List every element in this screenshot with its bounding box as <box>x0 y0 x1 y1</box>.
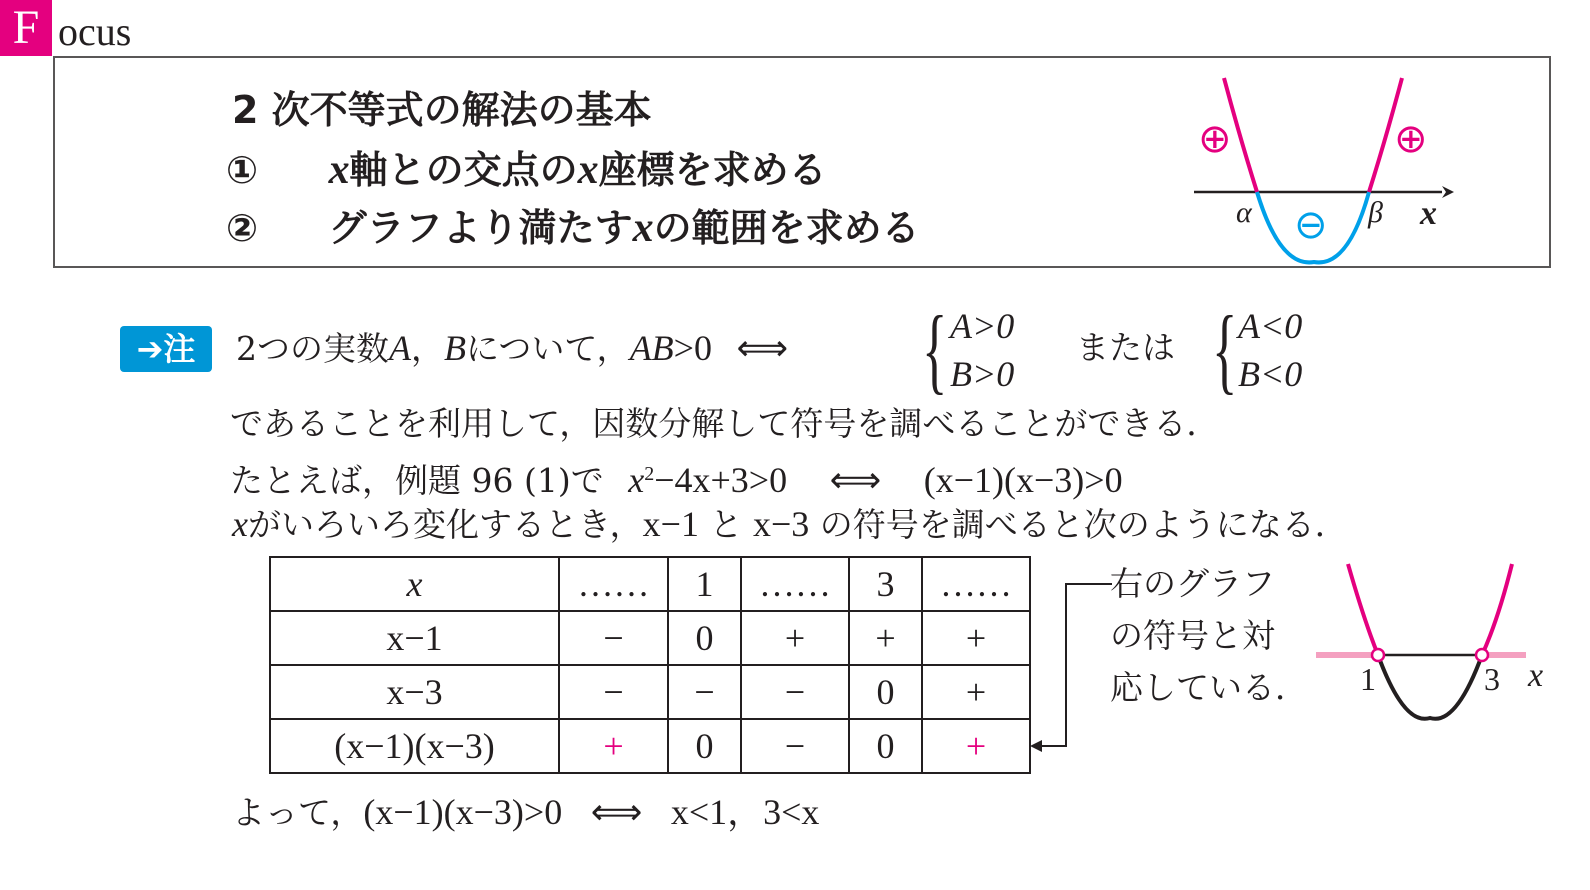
factor-1: x−1 <box>642 504 699 544</box>
root-1-point <box>1372 649 1384 661</box>
x-axis-arrow <box>1442 186 1454 198</box>
iff-symbol-2: ⟺ <box>829 460 882 500</box>
brace-case-2: { <box>1212 296 1238 403</box>
brace-case-1: { <box>922 296 948 403</box>
table-cell: x <box>270 557 559 611</box>
case-1-a: A>0 <box>950 306 1015 346</box>
plus-right-icon: ⊕ <box>1394 116 1428 162</box>
table-cell: − <box>668 665 741 719</box>
table-cell: − <box>741 719 849 773</box>
table-cell: (x−1)(x−3) <box>270 719 559 773</box>
factored-form: (x−1)(x−3)>0 <box>923 460 1123 500</box>
case-2-b: B<0 <box>1238 354 1303 394</box>
root-3-point <box>1476 649 1488 661</box>
focus-title: 2 次不等式の解法の基本 <box>232 88 652 132</box>
step-2-text-a: グラフより満たす <box>328 206 633 250</box>
note-line-3 <box>230 454 1123 501</box>
comma: ， <box>411 329 444 368</box>
step-1-var-x: x <box>328 147 350 193</box>
table-cell: …… <box>741 557 849 611</box>
focus-badge-letter: F <box>0 0 52 56</box>
line-4-var-x: x <box>232 504 248 544</box>
table-cell: − <box>559 665 668 719</box>
small-parabola-right <box>1482 564 1512 655</box>
var-B: B <box>444 328 466 368</box>
table-cell: + <box>922 719 1030 773</box>
small-parabola-bottom <box>1378 655 1482 719</box>
note-line-2: であることを利用して，因数分解して符号を調べることができる． <box>230 404 1220 443</box>
table-cell: 0 <box>668 611 741 665</box>
table-cell: + <box>922 611 1030 665</box>
plus-left-icon: ⊕ <box>1198 116 1232 162</box>
line-4-text-b: の符号を調べると次のようになる． <box>819 505 1348 544</box>
side-note-line-3: 応している． <box>1110 668 1308 707</box>
step-2-text-b: の範囲を求める <box>653 206 920 250</box>
line-4-to: と <box>709 505 743 544</box>
table-cell: …… <box>559 557 668 611</box>
ab-gt-zero: >0 <box>673 328 712 368</box>
focus-step-2 <box>226 206 920 250</box>
poly-x: x <box>628 460 645 500</box>
conclusion-rhs: x<1，3<x <box>670 792 820 832</box>
table-cell: 0 <box>668 719 741 773</box>
conclusion-line <box>232 792 819 833</box>
var-AB: AB <box>629 328 674 368</box>
table-row <box>270 557 1030 611</box>
table-cell: − <box>559 611 668 665</box>
table-cell: …… <box>922 557 1030 611</box>
table-cell: x−3 <box>270 665 559 719</box>
alpha-label: α <box>1236 196 1252 229</box>
small-parabola-left <box>1348 564 1378 655</box>
beta-label: β <box>1368 196 1383 229</box>
connector-line <box>1038 584 1112 746</box>
table-cell: + <box>922 665 1030 719</box>
table-row <box>270 611 1030 665</box>
connector-arrow <box>1026 570 1116 760</box>
table-cell: 0 <box>849 719 922 773</box>
line-4-text-a: がいろいろ変化するとき， <box>247 505 643 544</box>
conclusion-iff: ⟺ <box>590 792 643 832</box>
table-row <box>270 719 1030 773</box>
focus-x-label: x <box>1420 195 1437 232</box>
case-2-a: A<0 <box>1238 306 1303 346</box>
table-cell: + <box>559 719 668 773</box>
table-cell: 3 <box>849 557 922 611</box>
step-2-number: ② <box>226 206 259 250</box>
step-2-var-x: x <box>632 205 654 251</box>
focus-step-1 <box>226 148 827 192</box>
sign-table <box>269 556 1031 774</box>
note-badge: ➔注 <box>120 326 212 372</box>
minus-icon: ⊖ <box>1294 202 1328 248</box>
table-cell: − <box>741 665 849 719</box>
table-cell: 1 <box>668 557 741 611</box>
root-3-label: 3 <box>1484 661 1500 697</box>
case-1-b: B>0 <box>950 354 1015 394</box>
small-x-label: x <box>1528 657 1544 694</box>
connector-arrowhead <box>1030 740 1042 752</box>
note-line-4 <box>232 504 1348 545</box>
note-line-1-pre: 2つの実数 <box>236 329 389 368</box>
conclusion-pre: よって， <box>232 793 364 832</box>
or-text: または <box>1076 328 1175 367</box>
side-note-line-2: の符号と対 <box>1110 616 1275 655</box>
factor-2: x−3 <box>752 504 810 544</box>
poly-exponent: 2 <box>644 463 655 485</box>
small-parabola-graph <box>1312 560 1580 730</box>
step-1-number: ① <box>226 148 259 192</box>
note-line-3-pre: たとえば，例題 96 (1)で <box>230 461 604 500</box>
step-1-var-x2: x <box>577 147 599 193</box>
focus-badge-word: ocus <box>58 9 132 54</box>
step-1-text-b: 座標を求める <box>598 148 827 192</box>
note-line-1 <box>236 328 788 369</box>
focus-parabola-graph <box>1180 68 1460 268</box>
table-cell: + <box>849 611 922 665</box>
iff-symbol: ⟺ <box>736 328 789 368</box>
poly-rest: −4x+3>0 <box>654 460 788 500</box>
table-cell: 0 <box>849 665 922 719</box>
table-row <box>270 665 1030 719</box>
root-1-label: 1 <box>1360 661 1376 697</box>
table-cell: x−1 <box>270 611 559 665</box>
table-cell: + <box>741 611 849 665</box>
var-A: A <box>389 328 411 368</box>
step-1-text-a: 軸との交点の <box>349 148 578 192</box>
side-note-line-1: 右のグラフ <box>1110 564 1275 603</box>
note-line-1-mid: について， <box>466 329 630 368</box>
conclusion-lhs: (x−1)(x−3)>0 <box>363 792 563 832</box>
